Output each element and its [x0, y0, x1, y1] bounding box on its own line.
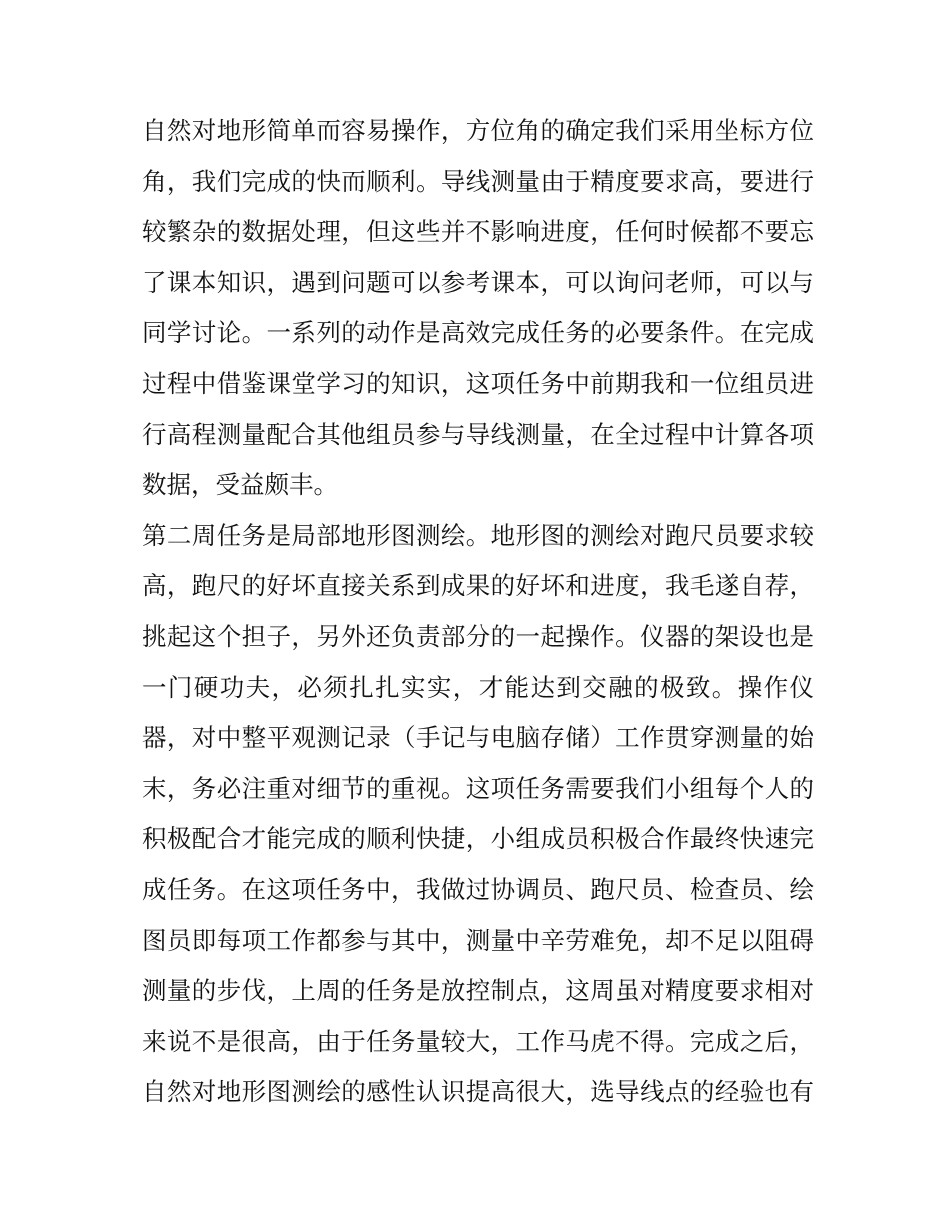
- text-line: 过程中借鉴课堂学习的知识，这项任务中前期我和一位组员进: [142, 368, 814, 398]
- text-line: 第二周任务是局部地形图测绘。地形图的测绘对跑尺员要求较: [142, 520, 814, 550]
- text-line: 较繁杂的数据处理，但这些并不影响进度，任何时候都不要忘: [142, 217, 814, 247]
- text-line: 了课本知识，遇到问题可以参考课本，可以询问老师，可以与: [142, 267, 814, 297]
- text-line: 挑起这个担子，另外还负责部分的一起操作。仪器的架设也是: [142, 621, 814, 651]
- text-line: 高，跑尺的好坏直接关系到成果的好坏和进度，我毛遂自荐，: [142, 571, 814, 601]
- text-line: 图员即每项工作都参与其中，测量中辛劳难免，却不足以阻碍: [142, 925, 814, 955]
- text-line: 自然对地形简单而容易操作，方位角的确定我们采用坐标方位: [142, 116, 814, 145]
- text-line: 末，务必注重对细节的重视。这项任务需要我们小组每个人的: [142, 773, 814, 803]
- text-line: 行高程测量配合其他组员参与导线测量，在全过程中计算各项: [142, 419, 814, 449]
- text-line: 来说不是很高，由于任务量较大，工作马虎不得。完成之后，: [142, 1026, 814, 1056]
- text-line: 积极配合才能完成的顺利快捷，小组成员积极合作最终快速完: [142, 824, 814, 854]
- text-line: 数据，受益颇丰。: [142, 470, 338, 500]
- text-line: 器，对中整平观测记录（手记与电脑存储）工作贯穿测量的始: [142, 723, 814, 753]
- body-text: [142, 106, 814, 1118]
- text-line: 测量的步伐，上周的任务是放控制点，这周虽对精度要求相对: [142, 976, 814, 1006]
- text-line: 一门硬功夫，必须扎扎实实，才能达到交融的极致。操作仪: [142, 672, 814, 702]
- text-line: 角，我们完成的快而顺利。导线测量由于精度要求高，要进行: [142, 166, 814, 196]
- text-line: 同学讨论。一系列的动作是高效完成任务的必要条件。在完成: [142, 318, 814, 348]
- text-line: 自然对地形图测绘的感性认识提高很大，选导线点的经验也有: [142, 1077, 814, 1107]
- text-line: 成任务。在这项任务中，我做过协调员、跑尺员、检查员、绘: [142, 874, 814, 904]
